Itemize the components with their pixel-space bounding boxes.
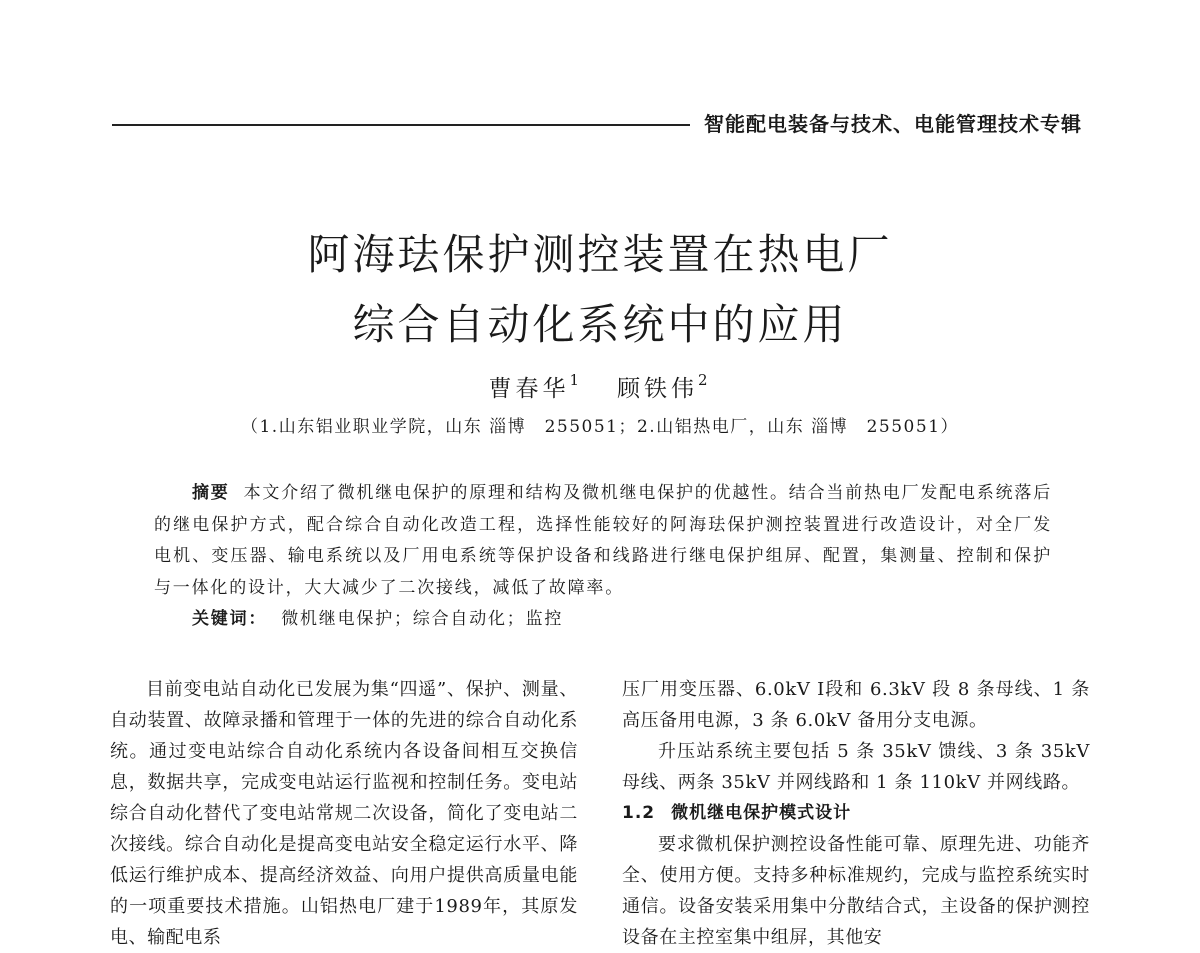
journal-section-header: 智能配电装备与技术、电能管理技术专辑 xyxy=(704,112,1082,136)
author-affiliation-mark: 1 xyxy=(569,371,584,390)
abstract xyxy=(154,478,1052,636)
authors xyxy=(0,370,1200,403)
author-name: 顾铁伟 xyxy=(616,376,698,402)
body-paragraph: 压厂用变压器、6.0kV Ⅰ段和 6.3kV 段 8 条母线、1 条高压备用电源，3 条 6.0kV 备用分支电源。 xyxy=(622,679,1090,731)
abstract-label: 摘要 xyxy=(192,483,230,503)
author-name: 曹春华 xyxy=(488,376,570,402)
body-paragraph: 要求微机保护测控设备性能可靠、原理先进、功能齐全、使用方便。支持多种标准规约，完成与监控系统实时通信。设备安装采用集中分散结合式，主设备的保护测控设备在主控室集中组屏，其他安 xyxy=(622,834,1090,948)
body-paragraph: 升压站系统主要包括 5 条 35kV 馈线、3 条 35kV 母线、两条 35kV 并网线路和 1 条 110kV 并网线路。 xyxy=(622,741,1090,793)
body-paragraph: 目前变电站自动化已发展为集“四遥”、保护、测量、自动装置、故障录播和管理于一体的先进的综合自动化系统。通过变电站综合自动化系统内各设备间相互交换信息，数据共享，完成变电站运行监视和控制任务。变电站综合自动化替代了变电站常规二次设备，简化了变电站二次接线。综合自动化是提高变电站安全稳定运行水平、降低运行维护成本、提高经济效益、向用户提供高质量电能的一项重要技术措施。山铝热电厂建于1989年，其原发电、输配电系 xyxy=(110,679,578,948)
author-affiliation-mark: 2 xyxy=(697,371,712,390)
keywords-label: 关键词： xyxy=(192,609,268,629)
keywords xyxy=(154,604,1052,636)
article-title-line1: 阿海珐保护测控装置在热电厂 xyxy=(307,230,893,279)
header-rule xyxy=(112,124,690,126)
section-heading xyxy=(622,798,1090,829)
body-column-left xyxy=(110,674,578,953)
section-title: 微机继电保护模式设计 xyxy=(671,803,852,823)
abstract-text: 本文介绍了微机继电保护的原理和结构及微机继电保护的优越性。结合当前热电厂发配电系统落后的继电保护方式，配合综合自动化改造工程，选择性能较好的阿海珐保护测控装置进行改造设计，对全厂发电机、变压器、输电系统以及厂用电系统等保护设备和线路进行继电保护组屏、配置，集测量、控制和保护与一体化的设计，大大减少了二次接线，减低了故障率。 xyxy=(154,483,1053,598)
affiliations: （1.山东铝业职业学院，山东 淄博 255051；2.山铝热电厂，山东 淄博 255051） xyxy=(240,417,960,437)
article-title-line2: 综合自动化系统中的应用 xyxy=(352,300,848,349)
body-column-right xyxy=(622,674,1090,953)
section-number: 1.2 xyxy=(622,803,656,823)
keywords-text: 微机继电保护；综合自动化；监控 xyxy=(281,609,564,629)
